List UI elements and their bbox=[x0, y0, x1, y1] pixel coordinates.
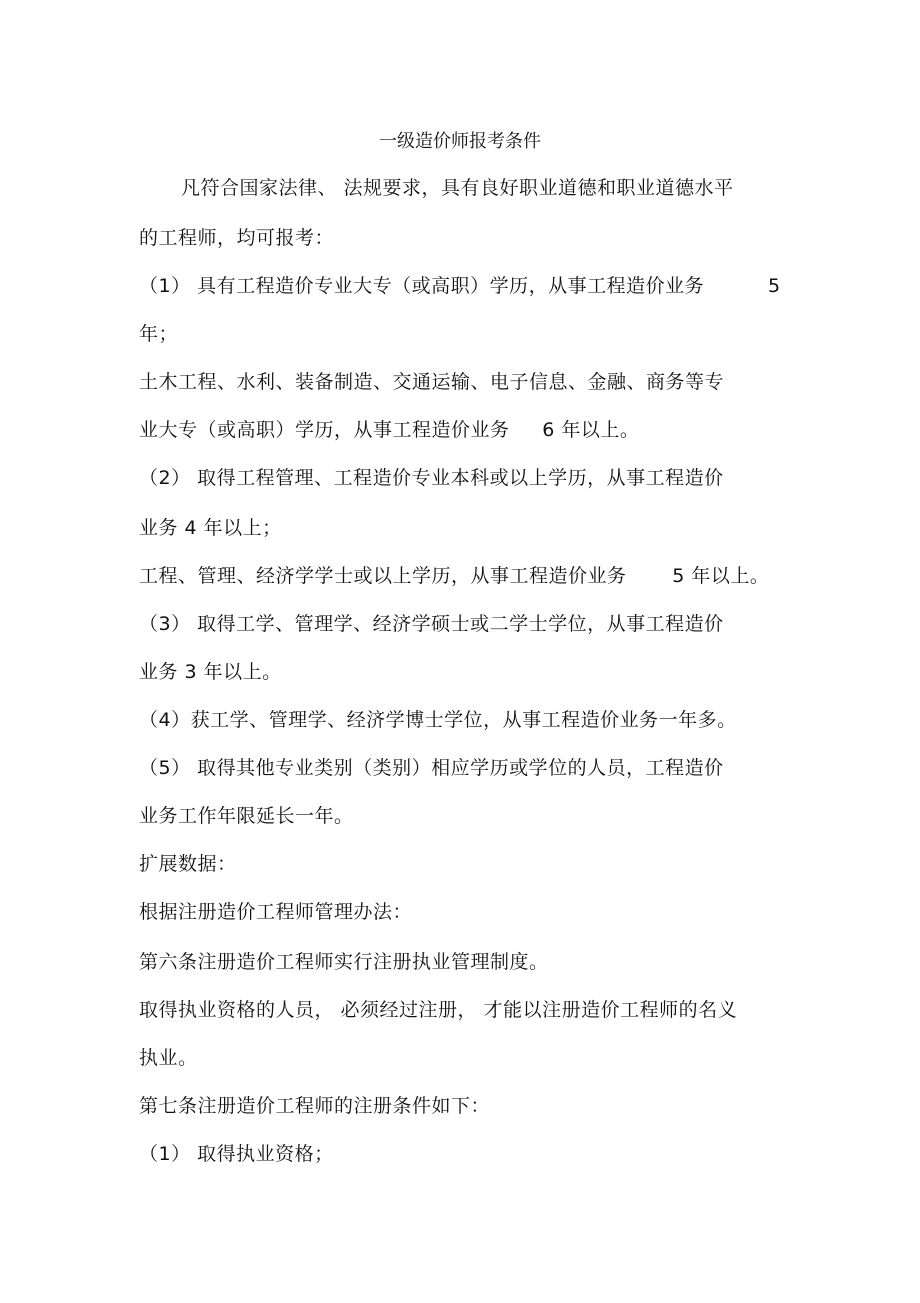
paragraph-line: 年； bbox=[139, 323, 179, 345]
paragraph-line: 第七条注册造价工程师的注册条件如下： bbox=[139, 1095, 491, 1117]
paragraph-line: （2） 取得工程管理、工程造价专业本科或以上学历，从事工程造价 bbox=[139, 467, 724, 489]
paragraph-line: 业大专（或高职）学历，从事工程造价业务 6 年以上。 bbox=[139, 419, 640, 441]
paragraph-line: 业务工作年限延长一年。 bbox=[139, 805, 354, 827]
paragraph-line: 的工程师，均可报考： bbox=[139, 227, 335, 249]
paragraph-line: 土木工程、水利、装备制造、交通运输、电子信息、金融、商务等专 bbox=[139, 371, 725, 393]
paragraph-line: （3） 取得工学、管理学、经济学硕士或二学士学位，从事工程造价 bbox=[139, 613, 724, 635]
paragraph-line: （1） 具有工程造价专业大专（或高职）学历，从事工程造价业务 bbox=[139, 275, 705, 297]
paragraph-line: （4）获工学、管理学、经济学博士学位，从事工程造价业务一年多。 bbox=[139, 709, 737, 731]
paragraph-line: 业务 3 年以上。 bbox=[139, 661, 282, 683]
paragraph-number: 5 bbox=[768, 275, 781, 297]
section-heading: 扩展数据： bbox=[139, 853, 237, 875]
paragraph-line: 凡符合国家法律、 法规要求，具有良好职业道德和职业道德水平 bbox=[181, 177, 734, 199]
paragraph-line: 业务 4 年以上； bbox=[139, 517, 282, 539]
paragraph-line: （5） 取得其他专业类别（类别）相应学历或学位的人员，工程造价 bbox=[139, 757, 724, 779]
paragraph-line: （1） 取得执业资格； bbox=[139, 1143, 334, 1165]
paragraph-line: 取得执业资格的人员， 必须经过注册， 才能以注册造价工程师的名义 bbox=[139, 999, 738, 1021]
paragraph-line: 根据注册造价工程师管理办法： bbox=[139, 901, 413, 923]
paragraph-line: 执业。 bbox=[139, 1047, 198, 1069]
paragraph-line: 工程、管理、经济学学士或以上学历，从事工程造价业务 5 年以上。 bbox=[139, 565, 770, 587]
paragraph-line: 第六条注册造价工程师实行注册执业管理制度。 bbox=[139, 951, 549, 973]
document-title: 一级造价师报考条件 bbox=[379, 131, 541, 152]
